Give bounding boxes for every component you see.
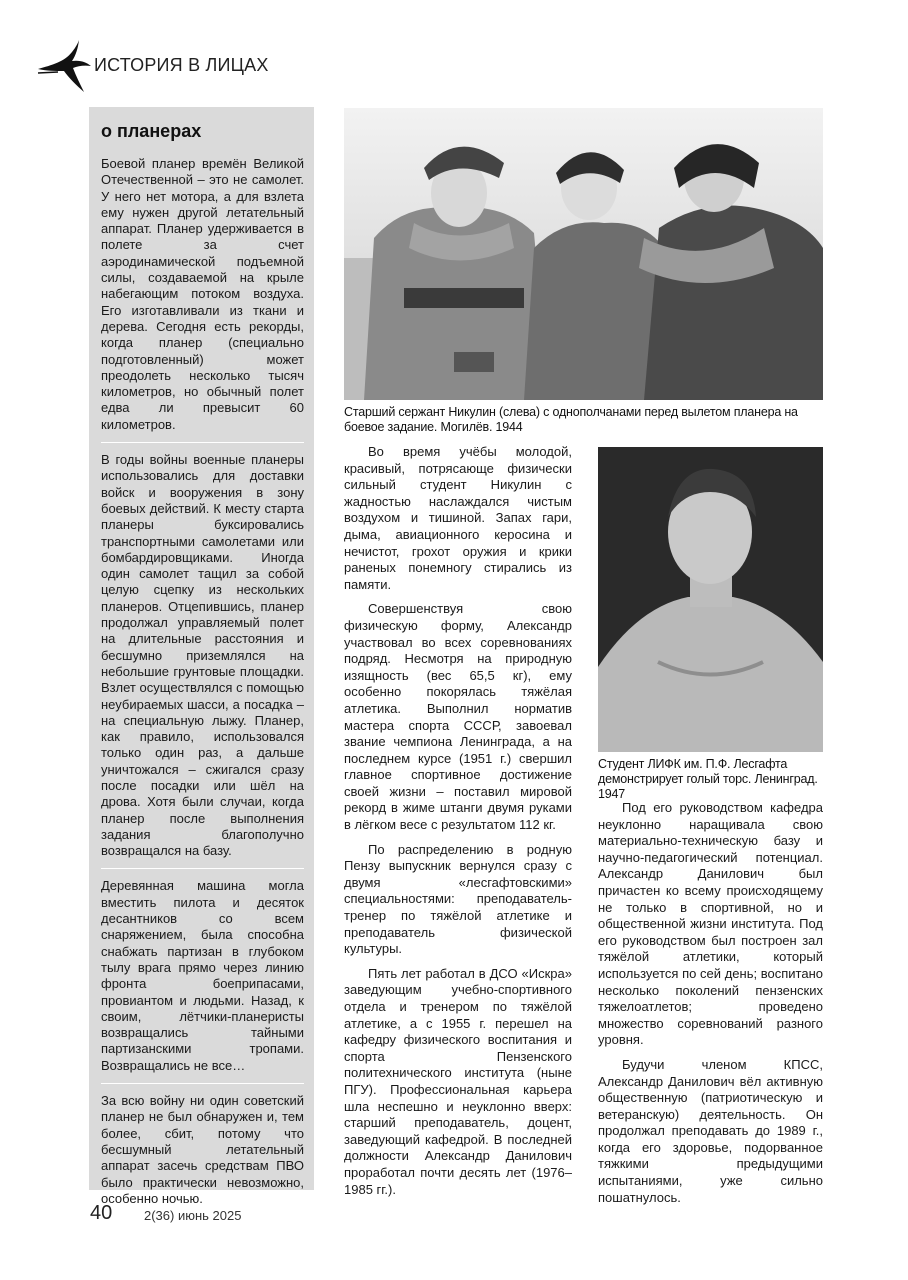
article-paragraph: Во время учёбы молодой, красивый, потрясающе физически сильный студент Никулин с жадностью наслаждался чистым воздухом и тишиной. Запах гари, дыма, авиационного керосина и нечистот, грохот оружия и крики раненых понемногу стирались из памяти. [344,444,572,592]
issue-info: 2(36) июнь 2025 [144,1208,242,1223]
article-right-column [598,800,823,1214]
sidebar-paragraph: Деревянная машина могла вместить пилота и десяток десантников со всем снаряжением, была способна снабжать партизан в глубоком тылу врага прямо через линию фронта боеприпасами, провиантом и людьми. Назад, к своим, лётчики-планеристы возвращались тайными партизанскими тропами. Возвращались не все… [101,878,304,1084]
photo-servicemen [344,108,823,400]
sidebar-paragraph: В годы войны военные планеры использовались для доставки войск и вооружения в зону боевых действий. К месту старта планеры буксировались транспортными самолетами или бомбардировщиками. Иногда один самолет тащил за собой целую сцепку из нескольких планеров. Отцепившись, планер продолжал управляемый полет на длительные расстояния и бесшумно приземлялся на небольшие грунтовые площадки. Взлет осуществлялся с помощью неубираемых шасси, а посадка – на специальную лыжу. Планер, как правило, использовался только один раз, а дальше уничтожался – сжигался сразу после посадки или шёл на дрова. Хотя были случаи, когда планер после выполнения задания благополучно возвращался на базу. [101,452,304,869]
sidebar-box [89,107,314,1206]
article-paragraph: Будучи членом КПСС, Александр Данилович вёл активную общественную (патриотическую и ветеранскую) деятельность. Он продолжал преподавать до 1989 г., когда его здоровье, подорванное тяжкими предыдущими испытаниями, уже сильно пошатнулось. [598,1056,823,1205]
page-header [36,38,436,94]
swallow-icon [36,38,92,94]
page-number: 40 [90,1202,113,1224]
article-middle-column [344,444,572,1206]
article-paragraph: Пять лет работал в ДСО «Искра» заведующим учебно-спортивного отдела и тренером по тяжёлой атлетике, а с 1955 г. перешел на кафедру физического воспитания и спорта Пензенского политехнического института (ныне ПГУ). Профессиональная карьера шла неспешно и неуклонно вверх: старший преподаватель, доцент, заведующий кафедрой. В последней должности Александр Данилович проработал почти десять лет (1976–1985 гг.). [344,965,572,1197]
sidebar-paragraph: Боевой планер времён Великой Отечественной – это не самолет. У него нет мотора, а для взлета ему нужен другой летательный аппарат. Планер удерживается в полете за счет аэродинамической подъемной силы, создаваемой на крыле набегающим потоком воздуха. Его изготавливали из ткани и дерева. Сегодня есть рекорды, когда планер (специально подготовленный) может преодолеть несколько тысяч километров, но обычный полет едва ли превысит 60 километров. [101,156,304,443]
article-paragraph: По распределению в родную Пензу выпускник вернулся сразу с двумя «лесгафтовскими» специальностями: преподаватель-тренер по тяжёлой атлетике и преподаватель физической культуры. [344,841,572,957]
sidebar-heading: о планерах [101,121,202,141]
sidebar-paragraph: За всю войну ни один советский планер не был обнаружен и, тем более, сбит, потому что бесшумный летательный аппарат засечь средствам ПВО было практически невозможно, особенно ночью. [101,1093,304,1206]
article-paragraph: Совершенствуя свою физическую форму, Александр участвовал во всех соревнованиях подряд. Несмотря на природную изящность (вес 65,5 кг), ему особенно покорялась тяжёлая атлетика. Выполнил норматив мастера спорта СССР, завоевал звание чемпиона Ленинграда, а на последнем курсе (1951 г.) свершил главное спортивное достижение своей жизни – поставил мировой рекорд в жиме штанги двумя руками в лёгком весе с результатом 112 кг. [344,601,572,833]
page-footer [90,1202,390,1230]
caption-student: Студент ЛИФК им. П.Ф. Лесгафта демонстрирует голый торс. Ленинград. 1947 [598,757,818,801]
photo-student [598,447,823,752]
caption-servicemen: Старший сержант Никулин (слева) с однополчанами перед вылетом планера на боевое задание. Могилёв. 1944 [344,405,798,434]
article-paragraph: Под его руководством кафедра неуклонно наращивала свою материально-техническую базу и научно-педагогический потенциал. Александр Данилович был причастен ко всему происходящему не только в спортивной, но и общественной жизни института. Под его руководством был построен зал тяжёлой атлетики, который используется по сей день; воспитано несколько поколений пензенских тяжелоатлетов; проведено множество соревнований разного уровня. [598,800,823,1048]
section-title: ИСТОРИЯ В ЛИЦАХ [94,55,269,75]
